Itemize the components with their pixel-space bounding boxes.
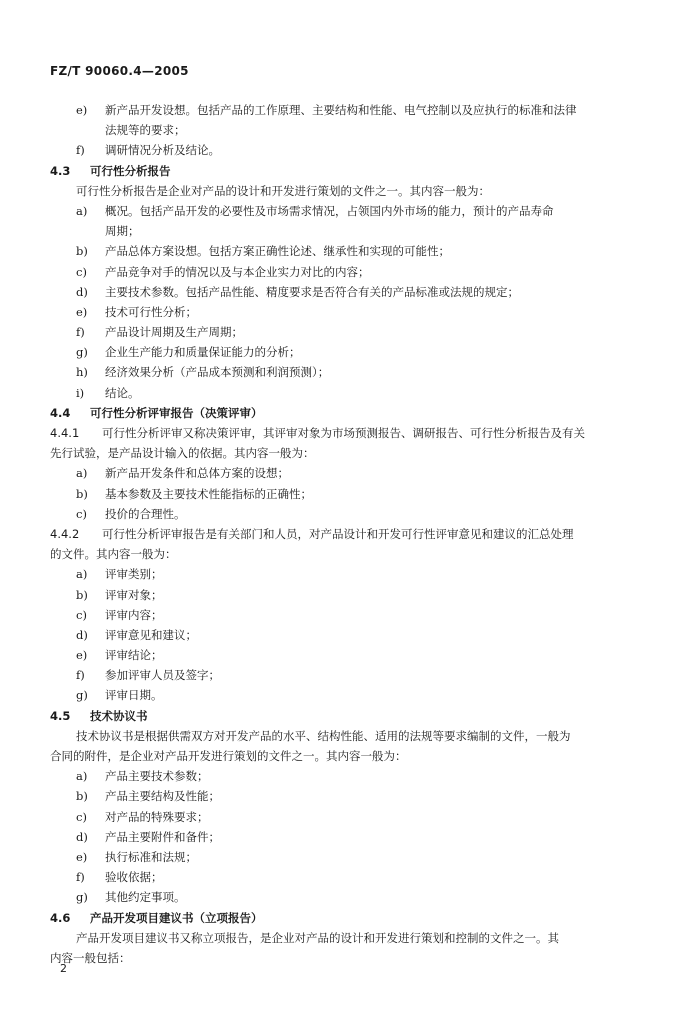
section-title: 可行性分析评审报告（决策评审） [90,405,263,420]
list-item-continuation: 周期； [105,224,140,239]
paragraph-continuation: 的文件。其内容一般为： [50,547,177,562]
list-item-text: 评审内容； [105,607,163,622]
list-item-text: 执行标准和法规； [105,849,197,864]
list-item-text: 参加评审人员及签字； [105,668,220,683]
list-item-text: 评审意见和建议； [105,627,197,642]
list-item-label: e) [76,304,88,319]
section-title: 可行性分析报告 [90,163,171,178]
list-item-label: d) [76,284,88,299]
list-item [50,342,650,362]
list-item [50,645,650,665]
list-item-text: 概况。包括产品开发的必要性及市场需求情况，占领国内外市场的能力，预计的产品寿命 [105,203,554,218]
list-item-label: f) [76,143,85,158]
list-item-label: c) [76,506,87,521]
list-item-label: e) [76,849,88,864]
list-item-continuation: 法规等的要求； [105,123,186,138]
list-item-label: a) [76,567,88,582]
standard-code: FZ/T 90060.4—2005 [50,64,189,78]
paragraph-continuation: 先行试验，是产品设计输入的依据。其内容一般为： [50,446,315,461]
list-item-text: 产品主要技术参数； [105,769,209,784]
list-item-label: c) [76,809,87,824]
list-item-label: a) [76,466,88,481]
list-item [50,241,650,261]
list-item-label: g) [76,345,88,360]
list-item-text: 产品竞争对手的情况以及与本企业实力对比的内容； [105,264,370,279]
list-item-text: 投价的合理性。 [105,506,186,521]
list-item [50,201,650,221]
list-item-text: 新产品开发条件和总体方案的设想； [105,466,289,481]
subsection-number: 4.4.2 [50,526,80,541]
subsection-number: 4.4.1 [50,426,80,440]
section-number: 4.5 [50,708,71,723]
subsection-paragraph [50,524,650,544]
list-item-text: 评审日期。 [105,688,163,703]
list-item [50,362,650,382]
list-item-label: e) [76,103,88,117]
list-item-label: i) [76,385,85,400]
list-item-text: 调研情况分析及结论。 [105,143,220,158]
page-number: 2 [60,962,67,975]
paragraph-continuation: 合同的附件，是企业对产品开发进行策划的文件之一。其内容一般为： [50,749,407,763]
list-item [50,564,650,584]
list-item [50,282,650,302]
list-item [50,786,650,806]
list-item-label: g) [76,890,88,905]
list-item-text: 对产品的特殊要求； [105,809,209,824]
list-item-label: a) [76,203,88,218]
section-number: 4.3 [50,163,71,178]
list-item-text: 企业生产能力和质量保证能力的分析； [105,345,301,360]
subsection-paragraph [50,423,650,443]
paragraph: 可行性分析报告是企业对产品的设计和开发进行策划的文件之一。其内容一般为： [76,183,490,198]
list-item-label: b) [76,587,88,602]
list-item-label: f) [76,668,85,683]
list-item [50,322,650,342]
paragraph: 产品开发项目建议书又称立项报告，是企业对产品的设计和开发进行策划和控制的文件之一。其 [76,930,559,945]
list-item-label: c) [76,607,87,622]
list-item [50,100,650,120]
list-item-label: d) [76,627,88,642]
list-item-label: g) [76,688,88,703]
list-item [50,140,650,160]
section-heading [50,706,650,726]
list-item-text: 产品主要附件和备件； [105,829,220,844]
list-item-label: b) [76,244,88,259]
section-heading [50,403,650,423]
section-title: 技术协议书 [90,708,148,723]
list-item-label: e) [76,648,88,663]
list-item [50,484,650,504]
list-item [50,766,650,786]
list-item-label: c) [76,264,87,279]
list-item-label: a) [76,769,88,784]
list-item [50,827,650,847]
list-item [50,685,650,705]
list-item [50,585,650,605]
list-item-label: d) [76,829,88,844]
list-item-text: 产品总体方案设想。包括方案正确性论述、继承性和实现的可能性； [105,244,450,259]
paragraph-continuation: 内容一般包括： [50,950,131,965]
section-number: 4.4 [50,405,71,420]
list-item [50,605,650,625]
list-item-text: 评审结论； [105,648,163,663]
section-heading [50,161,650,181]
section-title: 产品开发项目建议书（立项报告） [90,910,263,925]
list-item-text: 新产品开发设想。包括产品的工作原理、主要结构和性能、电气控制以及应执行的标准和法律 [105,103,577,117]
list-item [50,625,650,645]
list-item-label: f) [76,325,85,340]
list-item [50,847,650,867]
list-item-text: 结论。 [105,385,140,400]
section-heading [50,908,650,928]
list-item [50,463,650,483]
list-item [50,504,650,524]
list-item-text: 验收依据； [105,870,163,885]
subsection-text: 可行性分析评审又称决策评审，其评审对象为市场预测报告、调研报告、可行性分析报告及有关 [102,426,585,440]
section-number: 4.6 [50,910,71,925]
list-item-text: 评审对象； [105,587,163,602]
list-item [50,887,650,907]
subsection-text: 可行性分析评审报告是有关部门和人员，对产品设计和开发可行性评审意见和建议的汇总处理 [102,526,574,541]
list-item-text: 基本参数及主要技术性能指标的正确性； [105,486,312,501]
list-item-label: f) [76,870,85,885]
list-item-label: b) [76,789,88,804]
list-item [50,383,650,403]
paragraph: 技术协议书是根据供需双方对开发产品的水平、结构性能、适用的法规等要求编制的文件，一般为 [76,728,571,743]
list-item [50,807,650,827]
list-item-text: 产品设计周期及生产周期； [105,325,243,340]
list-item-label: b) [76,486,88,501]
document-body [50,100,650,968]
list-item-text: 其他约定事项。 [105,890,186,905]
list-item-text: 经济效果分析（产品成本预测和利润预测）； [105,365,330,380]
list-item [50,302,650,322]
list-item-text: 技术可行性分析； [105,304,197,319]
list-item [50,867,650,887]
list-item-text: 评审类别； [105,567,163,582]
list-item [50,665,650,685]
list-item-text: 产品主要结构及性能； [105,789,220,804]
list-item-label: h) [76,365,88,380]
list-item [50,262,650,282]
list-item-text: 主要技术参数。包括产品性能、精度要求是否符合有关的产品标准或法规的规定； [105,284,519,299]
